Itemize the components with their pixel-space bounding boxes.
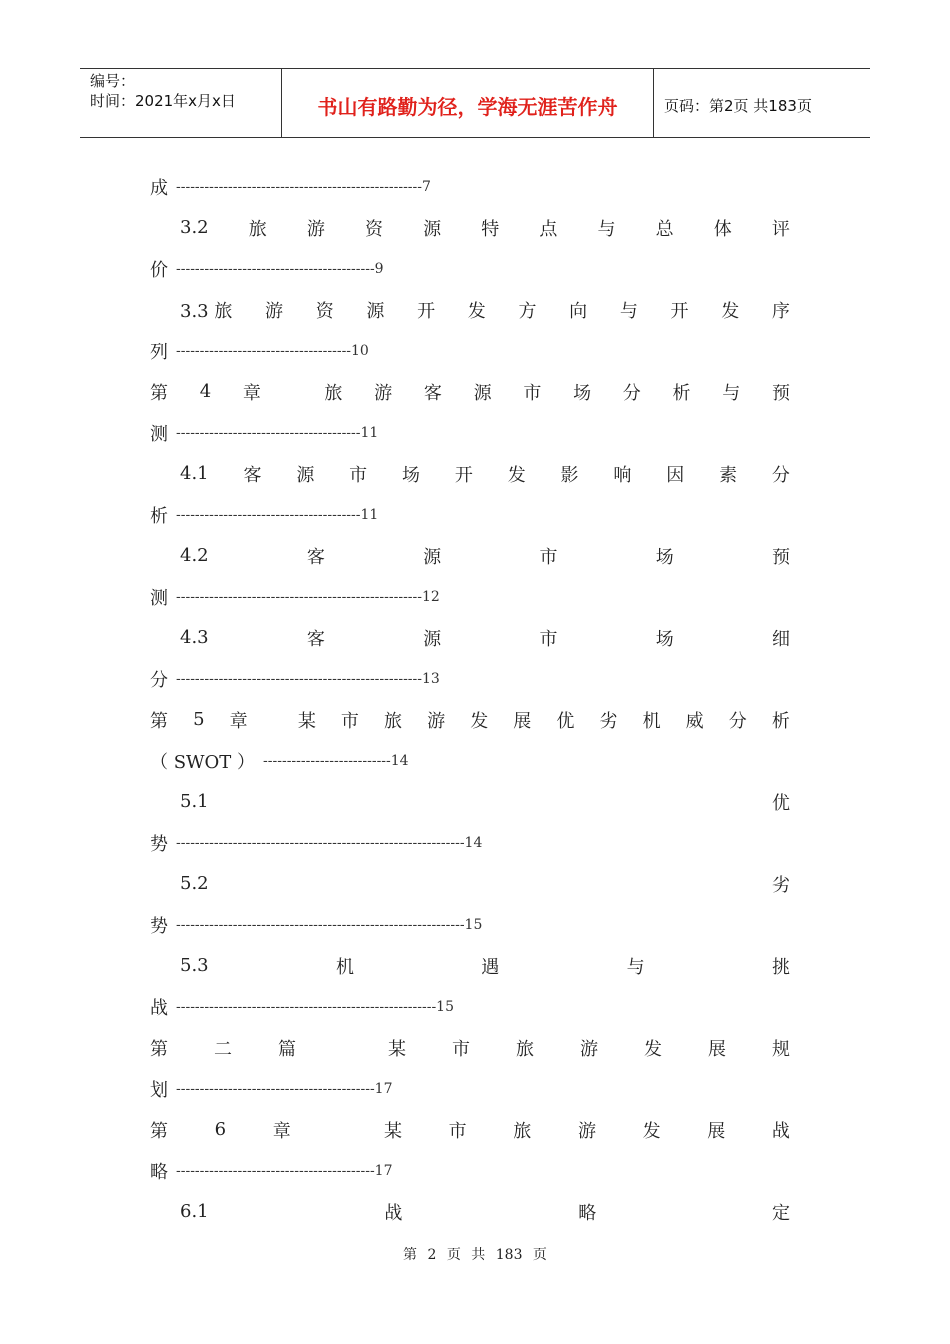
toc-token: 与 xyxy=(626,956,645,978)
toc-token: 市 xyxy=(349,464,368,486)
toc-leader-and-page: ------------------------------------------17 xyxy=(176,1162,393,1179)
toc-token: 特 xyxy=(481,218,500,240)
toc-line xyxy=(150,535,790,576)
toc-token: 游 xyxy=(306,218,325,240)
toc-token: 发 xyxy=(642,1120,661,1142)
toc-token: 5.1 xyxy=(180,791,209,812)
toc-token: 发 xyxy=(507,464,526,486)
toc-token: 市 xyxy=(340,710,359,732)
toc-token: 市 xyxy=(539,546,558,568)
toc-token: 章 xyxy=(229,710,248,732)
toc-leader-and-page: -------------------------------------------------------15 xyxy=(176,998,454,1015)
toc-token: 4.2 xyxy=(180,545,209,566)
toc-token: 市 xyxy=(452,1038,470,1060)
toc-token: 劣 xyxy=(772,874,790,896)
toc-token: 发 xyxy=(467,300,486,322)
toc-token: 章 xyxy=(242,382,261,404)
toc-token: 源 xyxy=(423,546,442,568)
toc-line xyxy=(150,1068,790,1109)
toc-token: 略 xyxy=(578,1202,597,1224)
toc-token: 5 xyxy=(193,709,205,730)
toc-leader-and-page: ---------------------------------------11 xyxy=(176,424,379,441)
toc-token: 素 xyxy=(719,464,738,486)
toc-token: 析 xyxy=(672,382,691,404)
toc-token: 源 xyxy=(296,464,315,486)
toc-token: 发 xyxy=(721,300,740,322)
number-label: 编号： xyxy=(90,72,136,90)
toc-token: 展 xyxy=(708,1038,726,1060)
toc-lead-char: 成 xyxy=(150,177,168,199)
toc-token: 序 xyxy=(771,300,790,322)
page-footer: 第 2 页 共 183 页 xyxy=(403,1247,547,1263)
toc-token: 场 xyxy=(655,628,674,650)
header-meta xyxy=(80,69,282,137)
toc-token: 预 xyxy=(771,546,790,568)
toc-token: 客 xyxy=(243,464,262,486)
toc-token: 与 xyxy=(619,300,638,322)
toc-token: 开 xyxy=(454,464,473,486)
toc-line xyxy=(150,494,790,535)
toc-line xyxy=(150,1191,790,1232)
toc-leader-and-page: ----------------------------------------------------12 xyxy=(176,588,440,605)
toc-lead-char: （ SWOT ） xyxy=(150,751,256,773)
toc-token: 开 xyxy=(670,300,689,322)
toc-token: 分 xyxy=(728,710,747,732)
toc-lead-char: 战 xyxy=(150,997,168,1019)
toc-token: 体 xyxy=(713,218,732,240)
time-label: 时间：2021年x月x日 xyxy=(90,92,236,110)
toc-token: 开 xyxy=(417,300,436,322)
toc-token: 游 xyxy=(580,1038,598,1060)
toc-lead-char: 略 xyxy=(150,1161,168,1183)
toc-line xyxy=(150,166,790,207)
toc-lead-char: 价 xyxy=(150,259,168,281)
toc-line xyxy=(150,945,790,986)
toc-token: 游 xyxy=(427,710,446,732)
toc-token: 总 xyxy=(655,218,674,240)
toc-token: 资 xyxy=(315,300,334,322)
toc-token: 某 xyxy=(384,1120,403,1142)
toc-token: 第 xyxy=(150,382,168,404)
toc-leader-and-page: ---------------------------------------11 xyxy=(176,506,379,523)
toc-line xyxy=(150,1109,790,1150)
toc-token: 市 xyxy=(448,1120,467,1142)
toc-lead-char: 势 xyxy=(150,915,168,937)
toc-line xyxy=(150,863,790,904)
toc-token: 旅 xyxy=(248,218,267,240)
toc-line xyxy=(150,330,790,371)
toc-token: 战 xyxy=(384,1202,403,1224)
toc-token: 机 xyxy=(642,710,661,732)
toc-leader-and-page: -------------------------------------------------------------15 xyxy=(176,916,483,933)
toc-token: 点 xyxy=(539,218,558,240)
header-page-info: 页码：第2页 共183页 xyxy=(664,96,812,115)
toc-token: 旅 xyxy=(384,710,403,732)
toc-line xyxy=(150,207,790,248)
toc-token: 3.2 xyxy=(180,217,209,238)
toc-token: 优 xyxy=(772,792,790,814)
toc-token: 二 xyxy=(214,1038,232,1060)
toc-line xyxy=(150,986,790,1027)
toc-line xyxy=(150,576,790,617)
toc-lead-char: 划 xyxy=(150,1079,168,1101)
toc-leader-and-page: ------------------------------------------17 xyxy=(176,1080,393,1097)
toc-lead-char: 势 xyxy=(150,833,168,855)
toc-token: 影 xyxy=(560,464,579,486)
toc-line xyxy=(150,822,790,863)
toc-token: 战 xyxy=(771,1120,790,1142)
toc-token: 源 xyxy=(423,218,442,240)
toc-line xyxy=(150,289,790,330)
toc-token: 场 xyxy=(573,382,592,404)
toc-leader-and-page: ------------------------------------------9 xyxy=(176,260,384,277)
toc-token: 场 xyxy=(655,546,674,568)
toc-token: 评 xyxy=(771,218,790,240)
toc-token: 市 xyxy=(523,382,542,404)
table-of-contents xyxy=(150,166,790,1232)
toc-token: 场 xyxy=(402,464,421,486)
toc-token: 6 xyxy=(214,1119,227,1140)
page-header xyxy=(80,68,870,138)
toc-token: 源 xyxy=(473,382,492,404)
toc-token: 5.2 xyxy=(180,873,209,894)
toc-token: 展 xyxy=(513,710,532,732)
toc-line xyxy=(150,453,790,494)
toc-token: 析 xyxy=(771,710,790,732)
toc-token: 规 xyxy=(772,1038,790,1060)
toc-token: 5.3 xyxy=(180,955,209,976)
toc-line xyxy=(150,1027,790,1068)
toc-leader-and-page: ----------------------------------------------------13 xyxy=(176,670,440,687)
toc-line xyxy=(150,371,790,412)
toc-token: 市 xyxy=(539,628,558,650)
toc-lead-char: 测 xyxy=(150,587,168,609)
toc-token: 6.1 xyxy=(180,1201,209,1222)
toc-token: 定 xyxy=(771,1202,790,1224)
toc-token: 劣 xyxy=(599,710,618,732)
toc-leader-and-page: -------------------------------------10 xyxy=(176,342,369,359)
toc-token: 3.3 旅 xyxy=(180,300,233,322)
toc-token: 章 xyxy=(272,1120,291,1142)
toc-token: 游 xyxy=(374,382,393,404)
header-motto: 书山有路勤为径，学海无涯苦作舟 xyxy=(282,69,654,137)
toc-token: 源 xyxy=(423,628,442,650)
toc-token: 4.3 xyxy=(180,627,209,648)
toc-token: 篇 xyxy=(278,1038,296,1060)
toc-token: 与 xyxy=(597,218,616,240)
toc-line xyxy=(150,904,790,945)
toc-line xyxy=(150,658,790,699)
toc-line xyxy=(150,1150,790,1191)
toc-token: 资 xyxy=(365,218,384,240)
toc-lead-char: 测 xyxy=(150,423,168,445)
toc-token: 分 xyxy=(622,382,641,404)
toc-token: 源 xyxy=(366,300,385,322)
toc-token: 方 xyxy=(518,300,537,322)
toc-token: 客 xyxy=(423,382,442,404)
toc-token: 展 xyxy=(707,1120,726,1142)
toc-token: 优 xyxy=(556,710,575,732)
toc-line xyxy=(150,740,790,781)
toc-token: 分 xyxy=(771,464,790,486)
toc-line xyxy=(150,699,790,740)
toc-token: 挑 xyxy=(771,956,790,978)
toc-lead-char: 列 xyxy=(150,341,168,363)
toc-token: 细 xyxy=(771,628,790,650)
toc-token: 与 xyxy=(722,382,741,404)
toc-token: 旅 xyxy=(324,382,343,404)
toc-token: 旅 xyxy=(513,1120,532,1142)
toc-token: 机 xyxy=(335,956,354,978)
toc-token: 游 xyxy=(577,1120,596,1142)
toc-token: 4.1 xyxy=(180,463,209,484)
toc-leader-and-page: ---------------------------14 xyxy=(263,752,409,769)
toc-token: 发 xyxy=(644,1038,662,1060)
toc-token: 第 xyxy=(150,710,168,732)
toc-lead-char: 分 xyxy=(150,669,168,691)
toc-token: 游 xyxy=(265,300,284,322)
toc-token: 第 xyxy=(150,1038,168,1060)
toc-lead-char: 析 xyxy=(150,505,168,527)
toc-leader-and-page: ----------------------------------------------------7 xyxy=(176,178,431,195)
toc-token: 4 xyxy=(199,381,212,402)
toc-leader-and-page: -------------------------------------------------------------14 xyxy=(176,834,483,851)
toc-token: 某 xyxy=(388,1038,406,1060)
toc-token: 客 xyxy=(306,546,325,568)
toc-token: 威 xyxy=(685,710,704,732)
toc-token: 向 xyxy=(569,300,588,322)
toc-token: 遇 xyxy=(481,956,500,978)
toc-line xyxy=(150,617,790,658)
toc-token: 某 xyxy=(297,710,316,732)
toc-token: 第 xyxy=(150,1120,168,1142)
toc-line xyxy=(150,412,790,453)
toc-token: 旅 xyxy=(516,1038,534,1060)
toc-token: 客 xyxy=(306,628,325,650)
toc-token: 预 xyxy=(772,382,790,404)
toc-token: 因 xyxy=(666,464,685,486)
toc-token: 发 xyxy=(470,710,489,732)
toc-line xyxy=(150,781,790,822)
toc-token: 响 xyxy=(613,464,632,486)
toc-line xyxy=(150,248,790,289)
